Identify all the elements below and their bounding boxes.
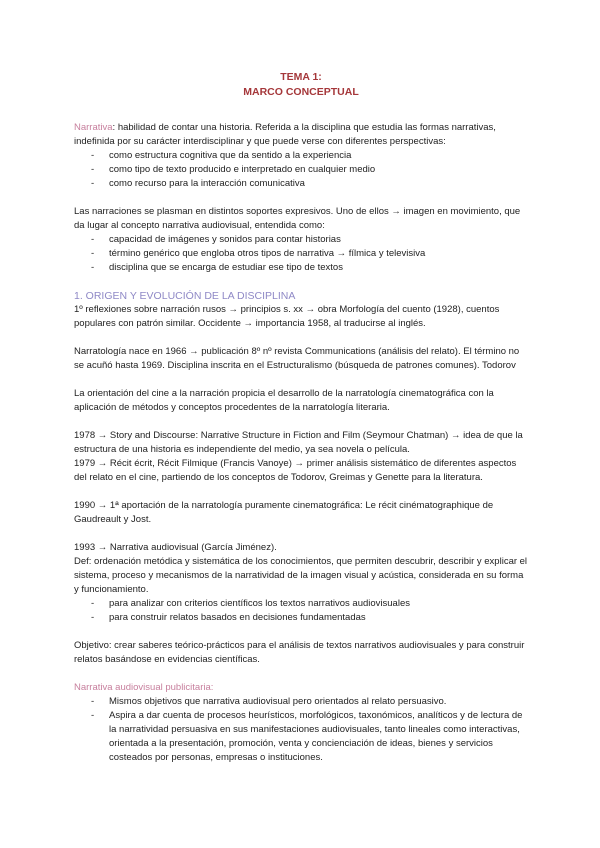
section-paragraph: La orientación del cine a la narración propicia el desarrollo de la narratología cinematográfica con la aplicación de métodos y conceptos procedentes de la narratología literaria. — [74, 388, 494, 413]
bullet-dash: - — [91, 234, 95, 245]
term-narrativa: Narrativa — [74, 122, 113, 133]
bullet-dash: - — [91, 696, 95, 707]
bullet-dash: - — [91, 178, 95, 189]
definition-paragraph: Def: ordenación metódica y sistemática de los conocimientos, que permiten descubrir, describir y explicar el sistema, proceso y mecanismos de la narratividad de la imagen visual y acústica, considerada en su forma y funcionamiento. — [74, 556, 528, 595]
purpose-list — [74, 597, 528, 625]
section-paragraph: Narratología nace en 1966 → publicación 8º nº revista Communications (análisis del relato). El término no se acuñó hasta 1969. Disciplina inscrita en el Estructuralismo (búsqueda de patrones comunes). Todorov — [74, 346, 520, 371]
section-paragraph: 1993 → Narrativa audiovisual (García Jiménez). — [74, 542, 277, 553]
section-paragraph: 1979 → Récit écrit, Récit Filmique (Francis Vanoye) → primer análisis sistemático de diferentes aspectos del relato en el cine, partiendo de los conceptos de Todorov, Greimas y Genette para la literatura. — [74, 458, 517, 483]
bullet-dash: - — [91, 710, 95, 721]
bullet-dash: - — [91, 248, 95, 259]
bullet-dash: - — [91, 150, 95, 161]
title-line-2: MARCO CONCEPTUAL — [243, 86, 359, 98]
list-item: - término genérico que engloba otros tipos de narrativa → fílmica y televisiva — [91, 248, 426, 259]
section-paragraph: 1º reflexiones sobre narración rusos → principios s. xx → obra Morfología del cuento (1928), cuentos populares con patrón similar. Occidente → importancia 1958, al traducirse al inglés. — [74, 304, 500, 329]
list-item: - como tipo de texto producido e interpretado en cualquier medio — [91, 164, 376, 175]
subsection-heading: Narrativa audiovisual publicitaria: — [74, 682, 214, 693]
bullet-dash: - — [91, 164, 95, 175]
list-item: - para analizar con criterios científicos los textos narrativos audiovisuales — [91, 598, 410, 609]
intro-paragraph — [74, 121, 528, 149]
document-title — [74, 70, 528, 100]
section-heading: 1. ORIGEN Y EVOLUCIÓN DE LA DISCIPLINA — [74, 290, 296, 302]
list-item: - para construir relatos basados en decisiones fundamentadas — [91, 612, 366, 623]
bullet-dash: - — [91, 612, 95, 623]
section-paragraph: 1978 → Story and Discourse: Narrative Structure in Fiction and Film (Seymour Chatman) → idea de que la estructura de una historia es independiente del medio, ya sea novela o película. — [74, 430, 523, 455]
objective-paragraph: Objetivo: crear saberes teórico-prácticos para el análisis de textos narrativos audiovisuales y para construir relatos basándose en evidencias científicas. — [74, 640, 525, 665]
list-item: - capacidad de imágenes y sonidos para contar historias — [91, 234, 341, 245]
section-paragraph: 1990 → 1ª aportación de la narratología puramente cinematográfica: Le récit cinématographique de Gaudreault y Jost. — [74, 500, 494, 525]
list-item: - Aspira a dar cuenta de procesos heurísticos, morfológicos, taxonómicos, analíticos y de lectura de la narratividad persuasiva en sus manifestaciones audiovisuales, tanto lineales como interactivas, orientada a la presentación, promoción, venta y concienciación de ideas, bienes y servicios costeados por personas, empresas o instituciones. — [91, 710, 523, 763]
intro-list — [74, 149, 528, 191]
title-line-1: TEMA 1: — [280, 71, 322, 83]
supports-paragraph: Las narraciones se plasman en distintos soportes expresivos. Uno de ellos → imagen en movimiento, que da lugar al concepto narrativa audiovisual, entendida como: — [74, 206, 521, 231]
list-item: - disciplina que se encarga de estudiar ese tipo de textos — [91, 262, 343, 273]
bullet-dash: - — [91, 598, 95, 609]
list-item: - Mismos objetivos que narrativa audiovisual pero orientados al relato persuasivo. — [91, 696, 447, 707]
bullet-dash: - — [91, 262, 95, 273]
supports-list — [74, 233, 528, 275]
list-item: - como estructura cognitiva que da sentido a la experiencia — [91, 150, 352, 161]
advertising-list — [74, 695, 528, 765]
document-page — [74, 70, 528, 765]
intro-definition: : habilidad de contar una historia. Referida a la disciplina que estudia las formas narrativas, indefinida por su carácter interdisciplinar y que puede verse con diferentes perspectivas: — [74, 122, 496, 147]
list-item: - como recurso para la interacción comunicativa — [91, 178, 305, 189]
